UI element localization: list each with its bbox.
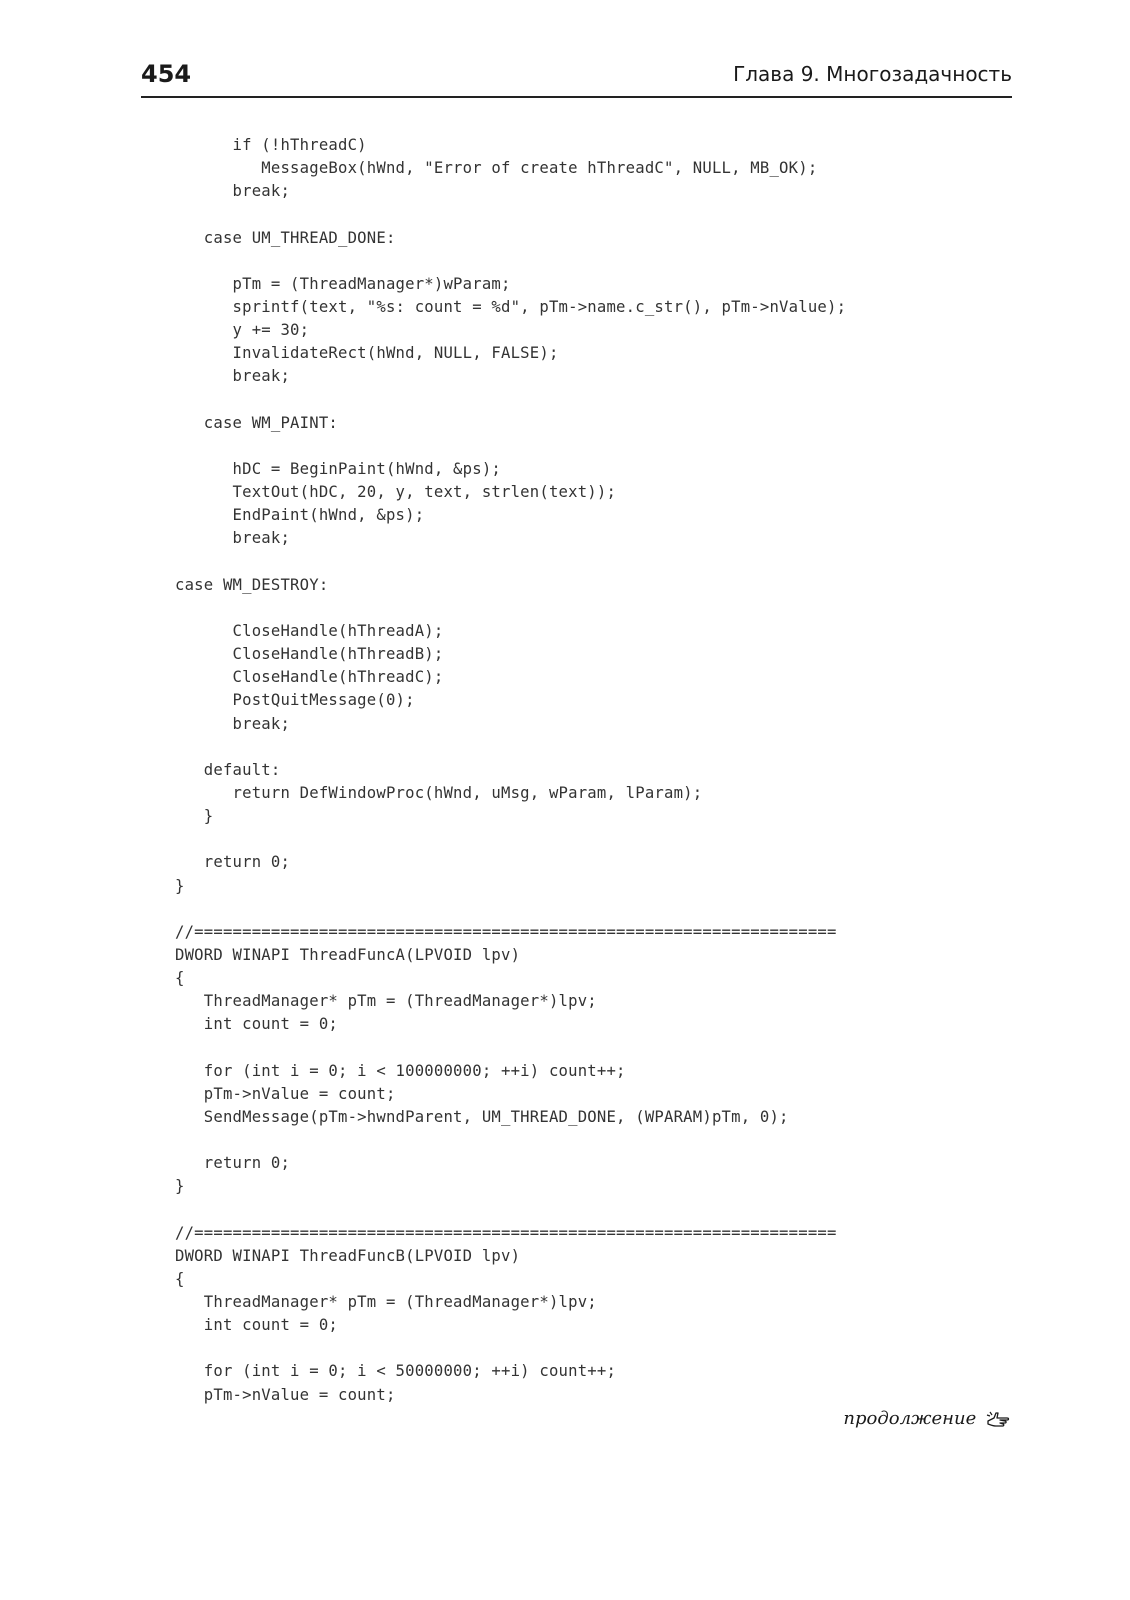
code-line: return 0; xyxy=(175,1154,291,1173)
code-line: for (int i = 0; i < 50000000; ++i) count++; xyxy=(175,1362,617,1381)
code-line: //=================================================================== xyxy=(175,1223,837,1242)
code-line: MessageBox(hWnd, "Error of create hThreadC", NULL, MB_OK); xyxy=(175,159,818,178)
code-line: } xyxy=(175,807,214,826)
code-line: pTm->nValue = count; xyxy=(175,1385,396,1404)
code-line: hDC = BeginPaint(hWnd, &ps); xyxy=(175,459,501,478)
code-line: break; xyxy=(175,714,291,733)
code-line: break; xyxy=(175,367,291,386)
continue-note xyxy=(843,1408,1010,1429)
code-line: { xyxy=(175,1269,185,1288)
code-line xyxy=(175,203,1005,226)
code-line: ThreadManager* pTm = (ThreadManager*)lpv; xyxy=(175,1293,597,1312)
page-number: 454 xyxy=(141,60,192,88)
code-line xyxy=(175,828,1005,851)
page-header xyxy=(141,56,1012,98)
code-line: break; xyxy=(175,182,291,201)
code-line: PostQuitMessage(0); xyxy=(175,691,415,710)
code-line: default: xyxy=(175,760,281,779)
code-line xyxy=(175,1337,1005,1360)
code-line: DWORD WINAPI ThreadFuncB(LPVOID lpv) xyxy=(175,1246,521,1265)
continue-text: продолжение xyxy=(843,1408,977,1429)
code-line: CloseHandle(hThreadB); xyxy=(175,645,444,664)
code-line: EndPaint(hWnd, &ps); xyxy=(175,506,425,525)
code-line: TextOut(hDC, 20, y, text, strlen(text)); xyxy=(175,483,617,502)
code-line: //=================================================================== xyxy=(175,922,837,941)
code-line: int count = 0; xyxy=(175,1015,338,1034)
code-line: case WM_PAINT: xyxy=(175,413,338,432)
code-line: if (!hThreadC) xyxy=(175,136,367,154)
code-line xyxy=(175,389,1005,412)
code-line: return 0; xyxy=(175,853,291,872)
code-line: DWORD WINAPI ThreadFuncA(LPVOID lpv) xyxy=(175,945,521,964)
code-line: } xyxy=(175,876,185,895)
code-line xyxy=(175,736,1005,759)
code-line: case WM_DESTROY: xyxy=(175,575,329,594)
code-line: sprintf(text, "%s: count = %d", pTm->name.c_str(), pTm->nValue); xyxy=(175,297,847,316)
code-line: return DefWindowProc(hWnd, uMsg, wParam, lParam); xyxy=(175,783,703,802)
code-line xyxy=(175,1129,1005,1152)
code-line: SendMessage(pTm->hwndParent, UM_THREAD_DONE, (WPARAM)pTm, 0); xyxy=(175,1107,789,1126)
code-line: break; xyxy=(175,529,291,548)
code-line: CloseHandle(hThreadC); xyxy=(175,668,444,687)
code-line xyxy=(175,597,1005,620)
code-line xyxy=(175,1198,1005,1221)
code-line: CloseHandle(hThreadA); xyxy=(175,621,444,640)
code-line: { xyxy=(175,969,185,988)
code-line: } xyxy=(175,1177,185,1196)
code-line: pTm = (ThreadManager*)wParam; xyxy=(175,274,511,293)
code-line xyxy=(175,435,1005,458)
code-line: pTm->nValue = count; xyxy=(175,1084,396,1103)
code-line: for (int i = 0; i < 100000000; ++i) count++; xyxy=(175,1061,626,1080)
code-line xyxy=(175,250,1005,273)
chapter-title: Глава 9. Многозадачность xyxy=(733,62,1012,86)
code-line: InvalidateRect(hWnd, NULL, FALSE); xyxy=(175,344,559,363)
code-listing xyxy=(175,134,1005,1407)
code-line xyxy=(175,551,1005,574)
code-line: y += 30; xyxy=(175,321,310,340)
code-line: ThreadManager* pTm = (ThreadManager*)lpv; xyxy=(175,992,597,1011)
code-line: case UM_THREAD_DONE: xyxy=(175,228,396,247)
code-line xyxy=(175,1036,1005,1059)
code-line xyxy=(175,898,1005,921)
pointing-hand-icon xyxy=(986,1410,1010,1428)
code-line: int count = 0; xyxy=(175,1316,338,1335)
